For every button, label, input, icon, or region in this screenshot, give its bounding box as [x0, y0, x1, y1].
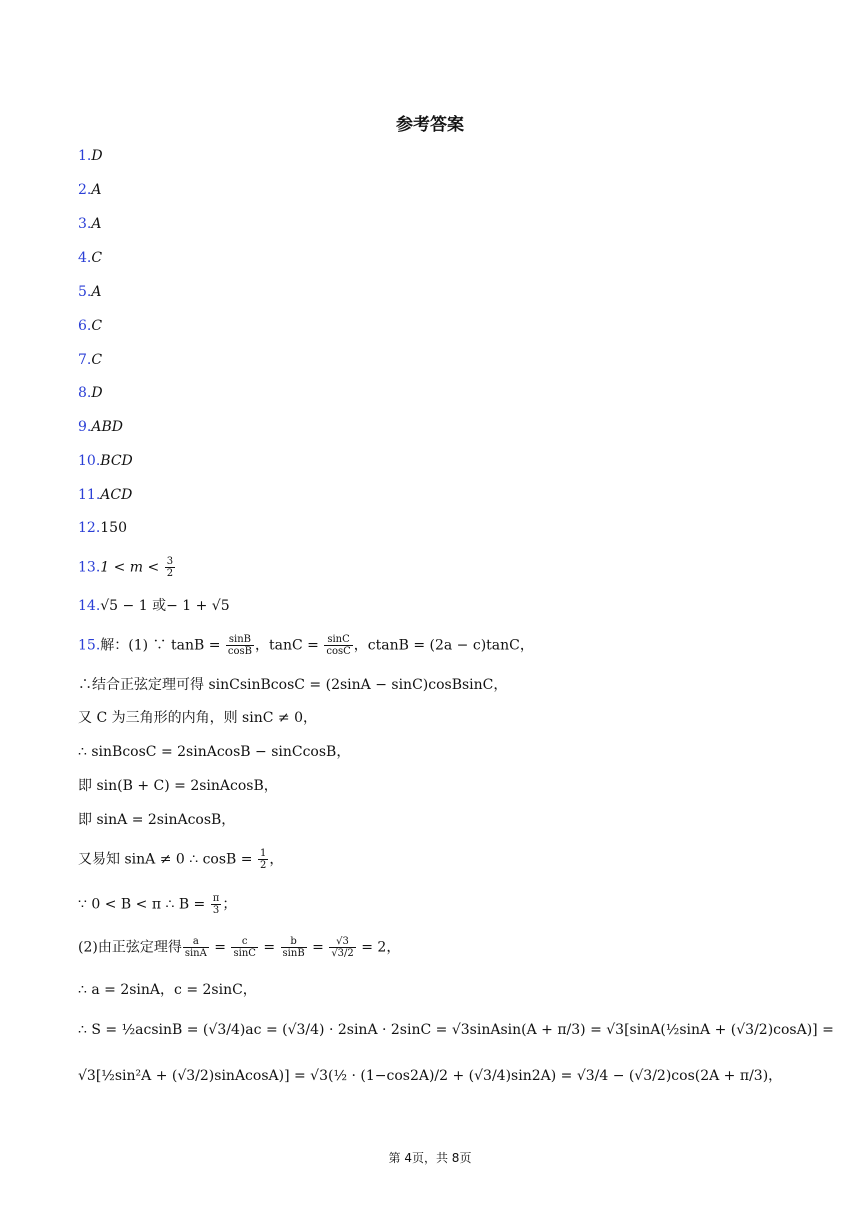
solution-15-line-5: 即 sin(B + C) = 2sinAcosB，	[78, 778, 278, 794]
solution-15-line-3: 又 C 为三角形的内角，则 sinC ≠ 0，	[78, 710, 317, 726]
answer-8	[78, 383, 103, 403]
solution-15-line-2: ∴结合正弦定理可得 sinCsinBcosC = (2sinA − sinC)cosBsinC，	[78, 677, 508, 693]
question-number: 13.	[78, 559, 101, 576]
answer-text: D	[91, 385, 103, 401]
answer-2	[78, 180, 101, 200]
solution-15-line-7: 又易知 sinA ≠ 0 ∴ cosB = $\frac{1}{2}$ ，	[78, 848, 284, 871]
answer-text: A	[91, 216, 102, 232]
answer-6	[78, 316, 102, 336]
answer-text: C	[91, 250, 103, 266]
question-number: 12.	[78, 520, 101, 536]
question-number: 9.	[78, 419, 92, 435]
solution-15-line-11: ∴ S = ½acsinB = (√3/4)ac = (√3/4) · 2sinA · 2sinC = √3sinAsin(A + π/3) = √3[sinA(½sinA + (√3/2)cosA)] =	[78, 1022, 834, 1038]
answer-text: √5 − 1 或− 1 + √5	[100, 598, 230, 614]
solution-15-line-12: √3[½sin²A + (√3/2)sinAcosA)] = √3(½ · (1−cos2A)/2 + (√3/4)sin2A) = √3/4 − (√3/2)cos(2A + π/3)，	[78, 1068, 783, 1084]
answer-11	[78, 485, 132, 505]
answer-5	[78, 282, 101, 302]
answer-text: A	[91, 284, 102, 300]
question-number: 8.	[78, 385, 92, 401]
answer-3	[78, 214, 101, 234]
page-footer: 第 4页，共 8页	[388, 1151, 472, 1165]
solution-15-line-6: 即 sinA = 2sinAcosB，	[78, 812, 236, 828]
question-number: 6.	[78, 318, 92, 334]
answer-text: A	[91, 182, 102, 198]
answer-text: ABD	[91, 419, 123, 435]
solution-15-line-8: ∵ 0 < B < π ∴ B = $\frac{\pi}{3}$ ；	[78, 893, 237, 916]
question-number: 1.	[78, 148, 92, 164]
answer-9	[78, 417, 123, 437]
answer-13	[78, 556, 176, 579]
answer-text: 1 < m <	[100, 559, 164, 576]
answer-1	[78, 146, 103, 166]
question-number: 10.	[78, 453, 101, 469]
answer-text: BCD	[100, 453, 133, 469]
question-number: 11.	[78, 487, 101, 503]
answer-12	[78, 518, 127, 538]
solution-15-line-10: ∴ a = 2sinA，c = 2sinC，	[78, 982, 257, 998]
fraction: $\frac{3}{2}$	[166, 556, 174, 579]
answer-text: D	[91, 148, 103, 164]
solution-15-line-1: 15.解：(1) ∵ tanB = $\frac{\sin B}{\cos B}$ ，tanC = $\frac{\sin C}{\cos C}$ ，ctanB = (2a − c)tanC，	[78, 634, 534, 657]
solution-15-line-4: ∴ sinBcosC = 2sinAcosB − sinCcosB，	[78, 744, 351, 760]
question-number: 3.	[78, 216, 92, 232]
question-number: 4.	[78, 250, 92, 266]
question-number: 2.	[78, 182, 92, 198]
page-title: 参考答案	[396, 115, 464, 135]
answer-text: 150	[100, 520, 127, 536]
solution-15-line-9: (2)由正弦定理得 $\frac{a}{\sin A}$ = $\frac{c}{\sin C}$ = $\frac{b}{\sin B}$ = $\frac{√3}{√3/2}$ = 2，	[78, 936, 401, 959]
answer-14	[78, 596, 230, 616]
answer-text: C	[91, 318, 103, 334]
question-number: 14.	[78, 598, 101, 614]
question-number: 7.	[78, 352, 92, 368]
answer-7	[78, 350, 102, 370]
question-number: 15.	[78, 637, 101, 654]
question-number: 5.	[78, 284, 92, 300]
answer-4	[78, 248, 102, 268]
answer-text: ACD	[100, 487, 133, 503]
answer-10	[78, 451, 133, 471]
answer-text: C	[91, 352, 103, 368]
